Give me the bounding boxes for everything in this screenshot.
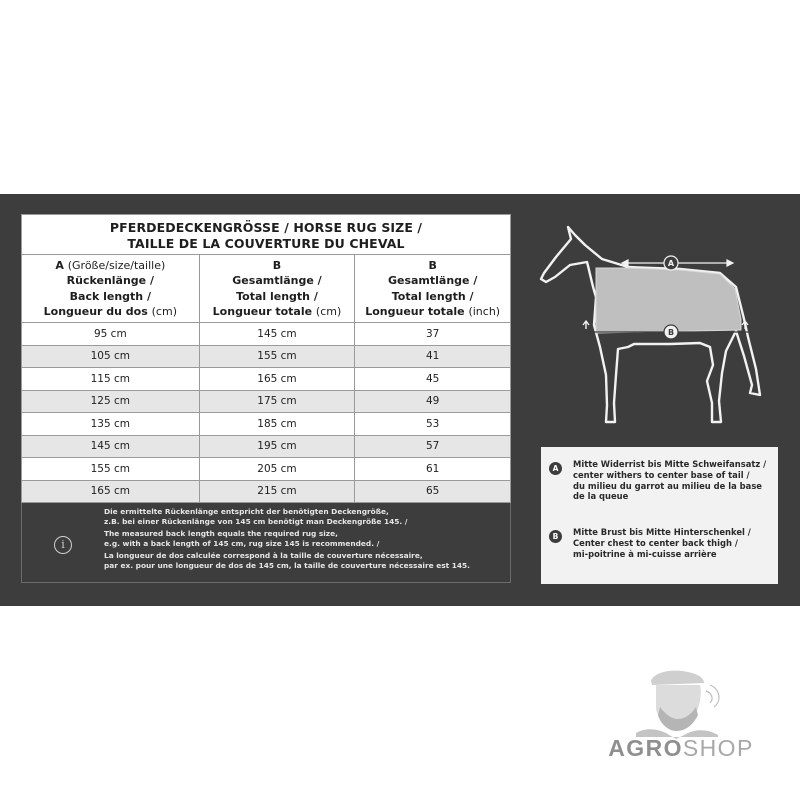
rug-shape [596,268,741,333]
column-header-total-length-cm: B Gesamtlänge / Total length / Longueur totale (cm) [199,255,355,323]
cell-back-length: 145 cm [22,435,200,458]
cell-total-inch: 45 [355,368,511,391]
cell-back-length: 165 cm [22,480,200,503]
cell-total-cm: 195 cm [199,435,355,458]
cell-total-inch: 61 [355,458,511,481]
cell-total-inch: 37 [355,323,511,346]
table-row [22,458,511,481]
cell-total-inch: 57 [355,435,511,458]
cell-total-cm: 155 cm [199,345,355,368]
table-row [22,323,511,346]
legend-badge-a: A [549,462,562,475]
table-row [22,480,511,503]
label-b-text: B [667,328,675,337]
info-icon: i [54,536,72,554]
table-row [22,435,511,458]
cell-back-length: 115 cm [22,368,200,391]
agroshop-logo-figure [596,663,766,783]
cell-total-cm: 215 cm [199,480,355,503]
cell-total-cm: 175 cm [199,390,355,413]
agroshop-logo-text: AGROSHOP [608,735,754,761]
table-row [22,368,511,391]
size-table [21,214,511,503]
table-row [22,390,511,413]
cell-total-inch: 53 [355,413,511,436]
label-a-text: A [667,259,675,268]
cell-back-length: 135 cm [22,413,200,436]
legend-badge-b: B [549,530,562,543]
cell-total-cm: 205 cm [199,458,355,481]
cell-back-length: 95 cm [22,323,200,346]
measurement-note [21,503,511,583]
cell-back-length: 155 cm [22,458,200,481]
horse-measurement-diagram [530,215,778,437]
table-title: PFERDEDECKENGRÖSSE / HORSE RUG SIZE / TAILLE DE LA COUVERTURE DU CHEVAL [22,215,511,255]
measurement-legend: A Mitte Widerrist bis Mitte Schweifansatz / center withers to center base of tail / du milieu du garrot au milieu de la base de la queue B Mitte Brust bis Mitte Hinterschenkel / Center chest to center back thigh / mi-poitrine à mi-cuisse arrière [541,447,778,584]
cell-total-inch: 65 [355,480,511,503]
column-header-back-length: A (Größe/size/taille) Rückenlänge / Back length / Longueur du dos (cm) [22,255,200,323]
cell-total-cm: 165 cm [199,368,355,391]
cell-total-inch: 41 [355,345,511,368]
cell-back-length: 125 cm [22,390,200,413]
cell-back-length: 105 cm [22,345,200,368]
cell-total-cm: 185 cm [199,413,355,436]
cell-total-inch: 49 [355,390,511,413]
column-header-total-length-inch: B Gesamtlänge / Total length / Longueur totale (inch) [355,255,511,323]
note-text: Die ermittelte Rückenlänge entspricht der benötigten Deckengröße, z.B. bei einer Rückenlänge von 145 cm benötigt man Deckengröße 145. / The measured back length equals the required rug size, e.g. with a back length of 145 cm, rug size 145 is recommended. / La longueur de dos calculée correspond à la taille de couverture nécessaire, par ex. pour une longueur de dos de 145 cm, la taille de couverture nécessaire est 145. [104,507,470,570]
table-row [22,413,511,436]
cell-total-cm: 145 cm [199,323,355,346]
table-row [22,345,511,368]
